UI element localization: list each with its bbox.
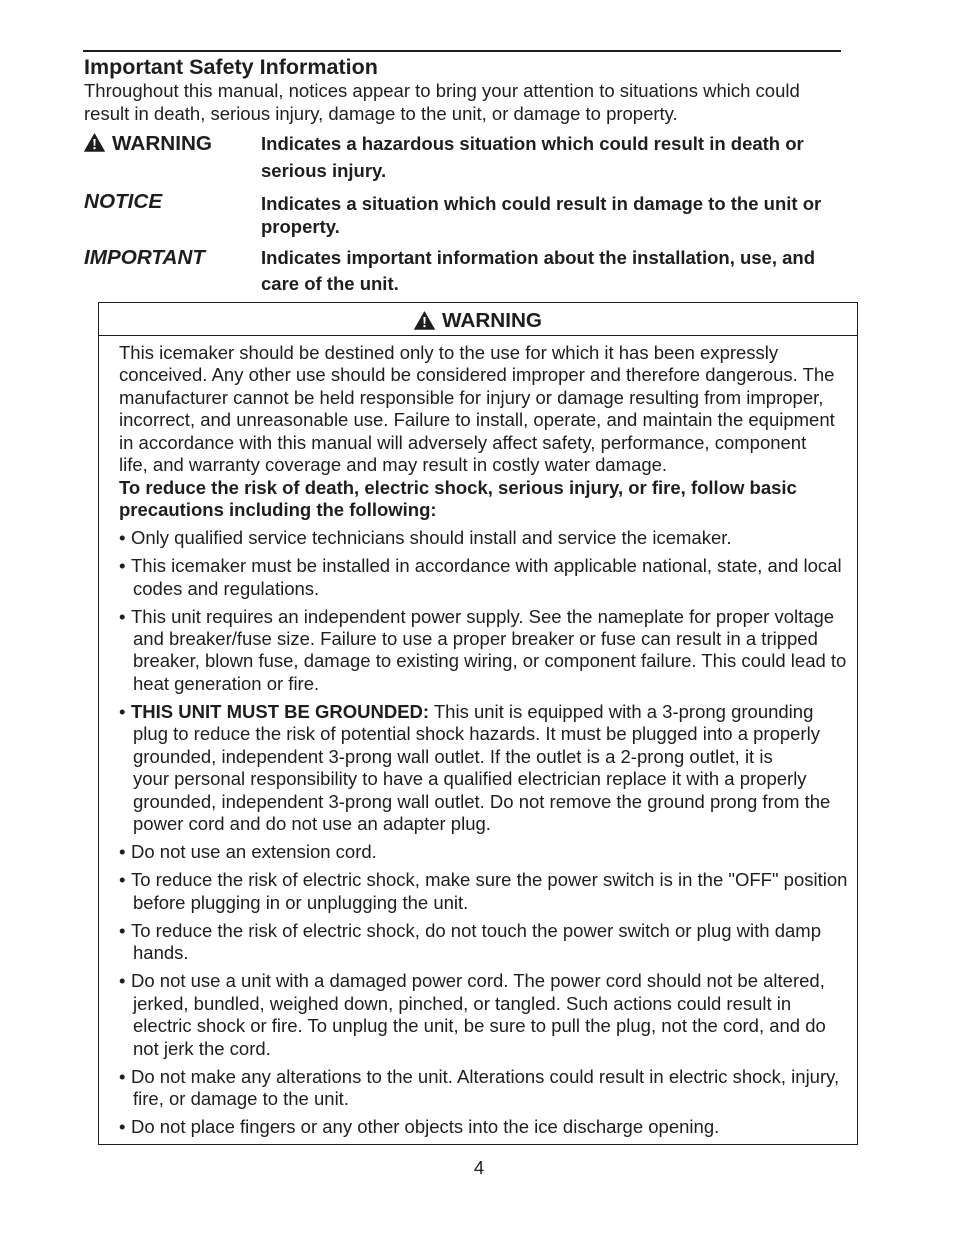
precaution-lead: THIS UNIT MUST BE GROUNDED: bbox=[131, 700, 430, 722]
precaution-item bbox=[119, 1116, 847, 1138]
bullet-mark: • bbox=[119, 841, 126, 863]
bullet-mark: • bbox=[119, 869, 126, 891]
definition-line: property. bbox=[261, 215, 340, 237]
definition-text-important bbox=[261, 245, 815, 297]
warning-box bbox=[98, 302, 858, 1145]
intro-line: Throughout this manual, notices appear to bring your attention to situations which could bbox=[84, 80, 800, 101]
precaution-item bbox=[119, 606, 847, 696]
precaution-line: and breaker/fuse size. Failure to use a proper breaker or fuse can result in a tripped bbox=[133, 628, 818, 650]
bullet-mark: • bbox=[119, 555, 126, 577]
precaution-text: Do not use an extension cord. bbox=[131, 841, 377, 863]
precaution-line: codes and regulations. bbox=[133, 577, 320, 599]
precaution-line bbox=[119, 1066, 847, 1088]
warning-intro-line: conceived. Any other use should be considered improper and therefore dangerous. The bbox=[119, 364, 835, 386]
precaution-item bbox=[119, 869, 847, 914]
bullet-mark: • bbox=[119, 605, 126, 627]
precaution-line: fire, or damage to the unit. bbox=[133, 1088, 349, 1110]
precaution-line bbox=[119, 1116, 847, 1138]
precaution-line: your personal responsibility to have a qualified electrician replace it with a properly bbox=[133, 768, 807, 790]
precaution-text: Only qualified service technicians should install and service the icemaker. bbox=[131, 527, 732, 549]
top-divider bbox=[83, 50, 841, 52]
emphasis-line: To reduce the risk of death, electric shock, serious injury, or fire, follow basic bbox=[119, 476, 797, 498]
precaution-line: plug to reduce the risk of potential shock hazards. It must be plugged into a properly bbox=[133, 723, 820, 745]
precaution-text: This unit requires an independent power supply. See the nameplate for proper voltage bbox=[131, 605, 835, 627]
definition-label-warning bbox=[84, 131, 212, 158]
precaution-text: Do not use a unit with a damaged power cord. The power cord should not be altered, bbox=[131, 970, 825, 992]
bullet-mark: • bbox=[119, 1116, 126, 1138]
warning-triangle-icon bbox=[414, 311, 435, 330]
definition-line: Indicates important information about the installation, use, and bbox=[261, 247, 816, 268]
precaution-line: grounded, independent 3-prong wall outlet. If the outlet is a 2-prong outlet, it is bbox=[133, 745, 773, 767]
precaution-line bbox=[119, 527, 847, 549]
precaution-text: This icemaker must be installed in accordance with applicable national, state, and local bbox=[131, 555, 842, 577]
warning-intro-line: incorrect, and unreasonable use. Failure to install, operate, and maintain the equipment bbox=[119, 409, 835, 431]
precaution-text: Do not make any alterations to the unit. Alterations could result in electric shock, injury, bbox=[131, 1065, 840, 1087]
warning-intro-line: in accordance with this manual will adversely affect safety, performance, component bbox=[119, 431, 807, 453]
precaution-line: electric shock or fire. To unplug the unit, be sure to pull the plug, not the cord, and do bbox=[133, 1015, 826, 1037]
definition-text-notice bbox=[261, 192, 821, 238]
definition-line: care of the unit. bbox=[261, 273, 399, 294]
warning-intro-line: manufacturer cannot be held responsible for injury or damage resulting from improper, bbox=[119, 386, 824, 408]
precaution-line: before plugging in or unplugging the unit. bbox=[133, 891, 469, 913]
bullet-mark: • bbox=[119, 970, 126, 992]
warning-box-body bbox=[119, 342, 847, 1139]
precaution-text: To reduce the risk of electric shock, do not touch the power switch or plug with damp bbox=[131, 919, 821, 941]
precaution-item-grounding bbox=[119, 701, 847, 836]
section-title: Important Safety Information bbox=[84, 55, 378, 79]
warning-intro-line: This icemaker should be destined only to the use for which it has been expressly bbox=[119, 341, 779, 363]
precautions-list bbox=[119, 527, 847, 1139]
warning-box-header bbox=[99, 303, 857, 336]
definition-line: Indicates a hazardous situation which could result in death or bbox=[261, 133, 804, 154]
definition-text-warning bbox=[261, 131, 804, 184]
precaution-item bbox=[119, 920, 847, 965]
precaution-line: hands. bbox=[133, 942, 189, 964]
precaution-line bbox=[119, 841, 847, 863]
definition-line: Indicates a situation which could result in damage to the unit or bbox=[261, 192, 822, 214]
precaution-item bbox=[119, 1066, 847, 1111]
precaution-line bbox=[119, 920, 847, 942]
warning-box-title: WARNING bbox=[442, 309, 542, 332]
bullet-mark: • bbox=[119, 1065, 126, 1087]
precaution-line: grounded, independent 3-prong wall outlet. Do not remove the ground prong from the bbox=[133, 790, 831, 812]
definition-label-important: IMPORTANT bbox=[84, 246, 206, 269]
precaution-text: To reduce the risk of electric shock, make sure the power switch is in the "OFF" position bbox=[131, 869, 848, 891]
bullet-mark: • bbox=[119, 700, 126, 722]
warning-emphasis bbox=[119, 477, 847, 522]
warning-intro-line: life, and warranty coverage and may result in costly water damage. bbox=[119, 454, 668, 476]
precaution-line bbox=[119, 606, 847, 628]
definition-line: serious injury. bbox=[261, 159, 387, 181]
precaution-line bbox=[119, 970, 847, 992]
definition-label-text: WARNING bbox=[112, 132, 212, 155]
precaution-item bbox=[119, 527, 847, 549]
precaution-text: This unit is equipped with a 3-prong grounding bbox=[433, 700, 814, 722]
precaution-text: Do not place fingers or any other objects into the ice discharge opening. bbox=[131, 1116, 720, 1138]
bullet-mark: • bbox=[119, 527, 126, 549]
precaution-line bbox=[119, 701, 847, 723]
intro-line: result in death, serious injury, damage to the unit, or damage to property. bbox=[84, 103, 678, 124]
precaution-item bbox=[119, 970, 847, 1060]
precaution-item bbox=[119, 841, 847, 863]
definition-label-notice: NOTICE bbox=[84, 190, 163, 213]
precaution-line bbox=[119, 555, 847, 577]
precaution-item bbox=[119, 555, 847, 600]
bullet-mark: • bbox=[119, 919, 126, 941]
warning-intro-paragraph bbox=[119, 342, 847, 477]
precaution-line: power cord and do not use an adapter plug. bbox=[133, 813, 491, 835]
intro-paragraph bbox=[84, 79, 800, 125]
precaution-line: jerked, bundled, weighed down, pinched, or tangled. Such actions could result in bbox=[133, 992, 792, 1014]
page-number: 4 bbox=[473, 1157, 485, 1178]
warning-triangle-icon bbox=[84, 133, 105, 152]
precaution-line bbox=[119, 869, 847, 891]
precaution-line: heat generation or fire. bbox=[133, 672, 320, 694]
precaution-line: not jerk the cord. bbox=[133, 1037, 271, 1059]
precaution-line: breaker, blown fuse, damage to existing wiring, or component failure. This could lead to bbox=[133, 650, 847, 672]
emphasis-line: precautions including the following: bbox=[119, 498, 437, 520]
